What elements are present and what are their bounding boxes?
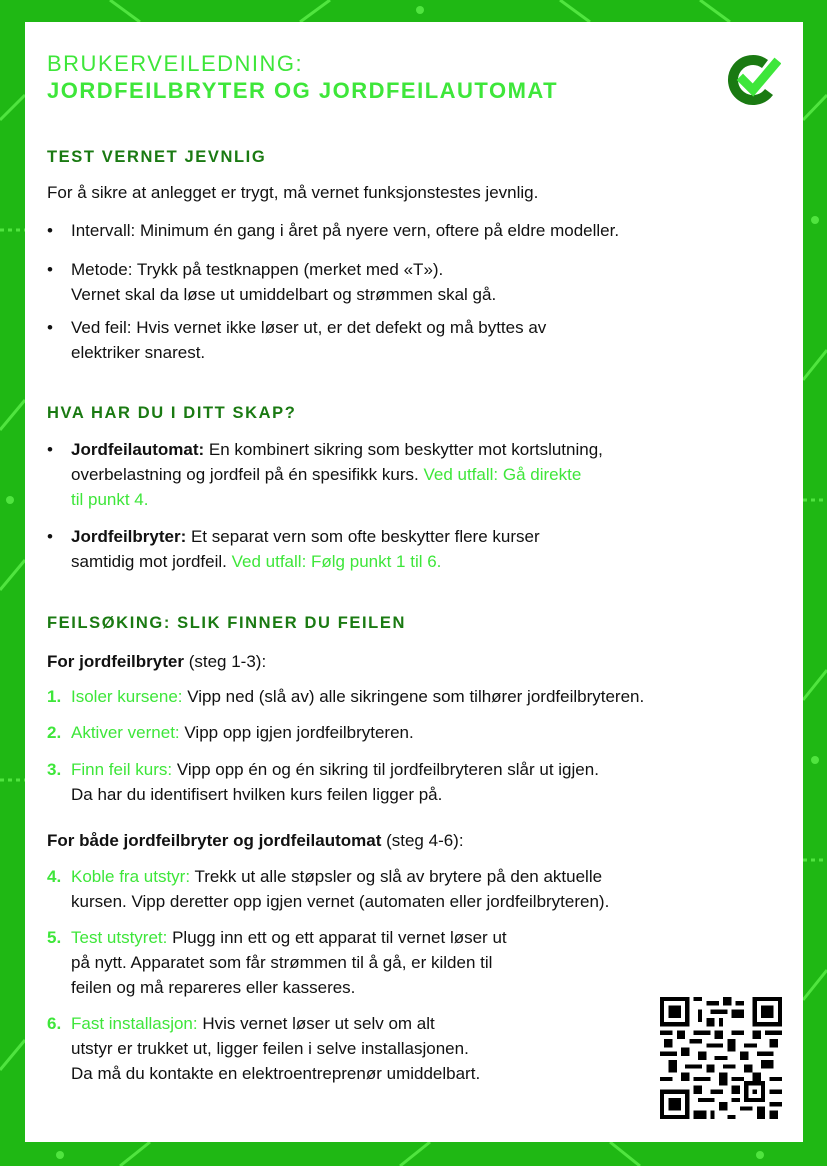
title-line-1: BRUKERVEILEDNING: (47, 51, 304, 76)
subheading-both: For både jordfeilbryter og jordfeilautomat (steg 4-6): (47, 831, 464, 850)
document-title (47, 50, 558, 104)
section-heading-cabinet: HVA HAR DU I DITT SKAP? (47, 404, 297, 422)
qr-code-icon (660, 997, 782, 1119)
bullet-icon: • (47, 221, 53, 240)
bullet-icon: • (47, 318, 53, 337)
instruction-card: BRUKERVEILEDNING: JORDFEILBRYTER OG JORDFEILAUTOMAT TEST VERNET JEVNLIG For å sikre at anlegget er trygt, må vernet funksjonstestes jevnlig. • Intervall: Minimum én gang i året på nyere vern, oftere på eldre modeller. • Metode: Trykk på testknappen (merket med «T»). Vernet skal da løse ut umiddelbart og strømmen skal gå. • Ved feil: Hvis vernet ikke løser ut, er det defekt og må byttes av elektriker snarest. HVA HAR DU I DITT SKAP? • Jordfeilautomat: En kombinert sikring som beskytter mot kortslutning, overbelastning og jordfeil på én spesifikk kurs. Ved utfall: Gå direkte til punkt 4. • Jordfeilbryter: Et separat vern som ofte beskytter flere kurser samtidig mot jordfeil. Ved utfall: Følg punkt 1 til 6. FEILSØKING: SLIK FINNER DU FEILEN For jordfeilbryter (steg 1-3): 1. Isoler kursene: Vipp ned (slå av) alle sikringene som tilhører jordfeilbryteren. 2. Aktiver vernet: Vipp opp igjen jordfeilbryteren. 3. Finn feil kurs: Vipp opp én og én sikring til jordfeilbryteren slår ut igjen. Da har du identifisert hvilken kurs feilen ligger på. For både jordfeilbryter og jordfeilautomat (steg 4-6): 4. Koble fra utstyr: Trekk ut alle støpsler og slå av brytere på den aktuelle kursen. Vipp deretter opp igjen vernet (automaten eller jordfeilbryteren). 5. Test utstyret: Plugg inn ett og ett apparat til vernet løser ut på nytt. Apparatet som får strømmen til å gå, er kilden til feilen og må repareres eller kasseres. 6. Fast installasjon: Hvis vernet løser ut selv om alt utstyr er trukket ut, ligger feilen i selve installasjonen. Da må du kontakte en elektroentreprenør umiddelbart. (25, 22, 803, 1142)
bullet-icon: • (47, 260, 53, 279)
section-intro: For å sikre at anlegget er trygt, må vernet funksjonstestes jevnlig. (47, 183, 539, 202)
section-heading-test: TEST VERNET JEVNLIG (47, 148, 267, 166)
section-heading-troubleshooting: FEILSØKING: SLIK FINNER DU FEILEN (47, 614, 406, 632)
checkmark-logo-icon (725, 54, 781, 106)
subheading-breaker: For jordfeilbryter (steg 1-3): (47, 652, 267, 671)
bullet-icon: • (47, 527, 53, 546)
bullet-icon: • (47, 440, 53, 459)
title-line-2: JORDFEILBRYTER OG JORDFEILAUTOMAT (47, 78, 559, 103)
